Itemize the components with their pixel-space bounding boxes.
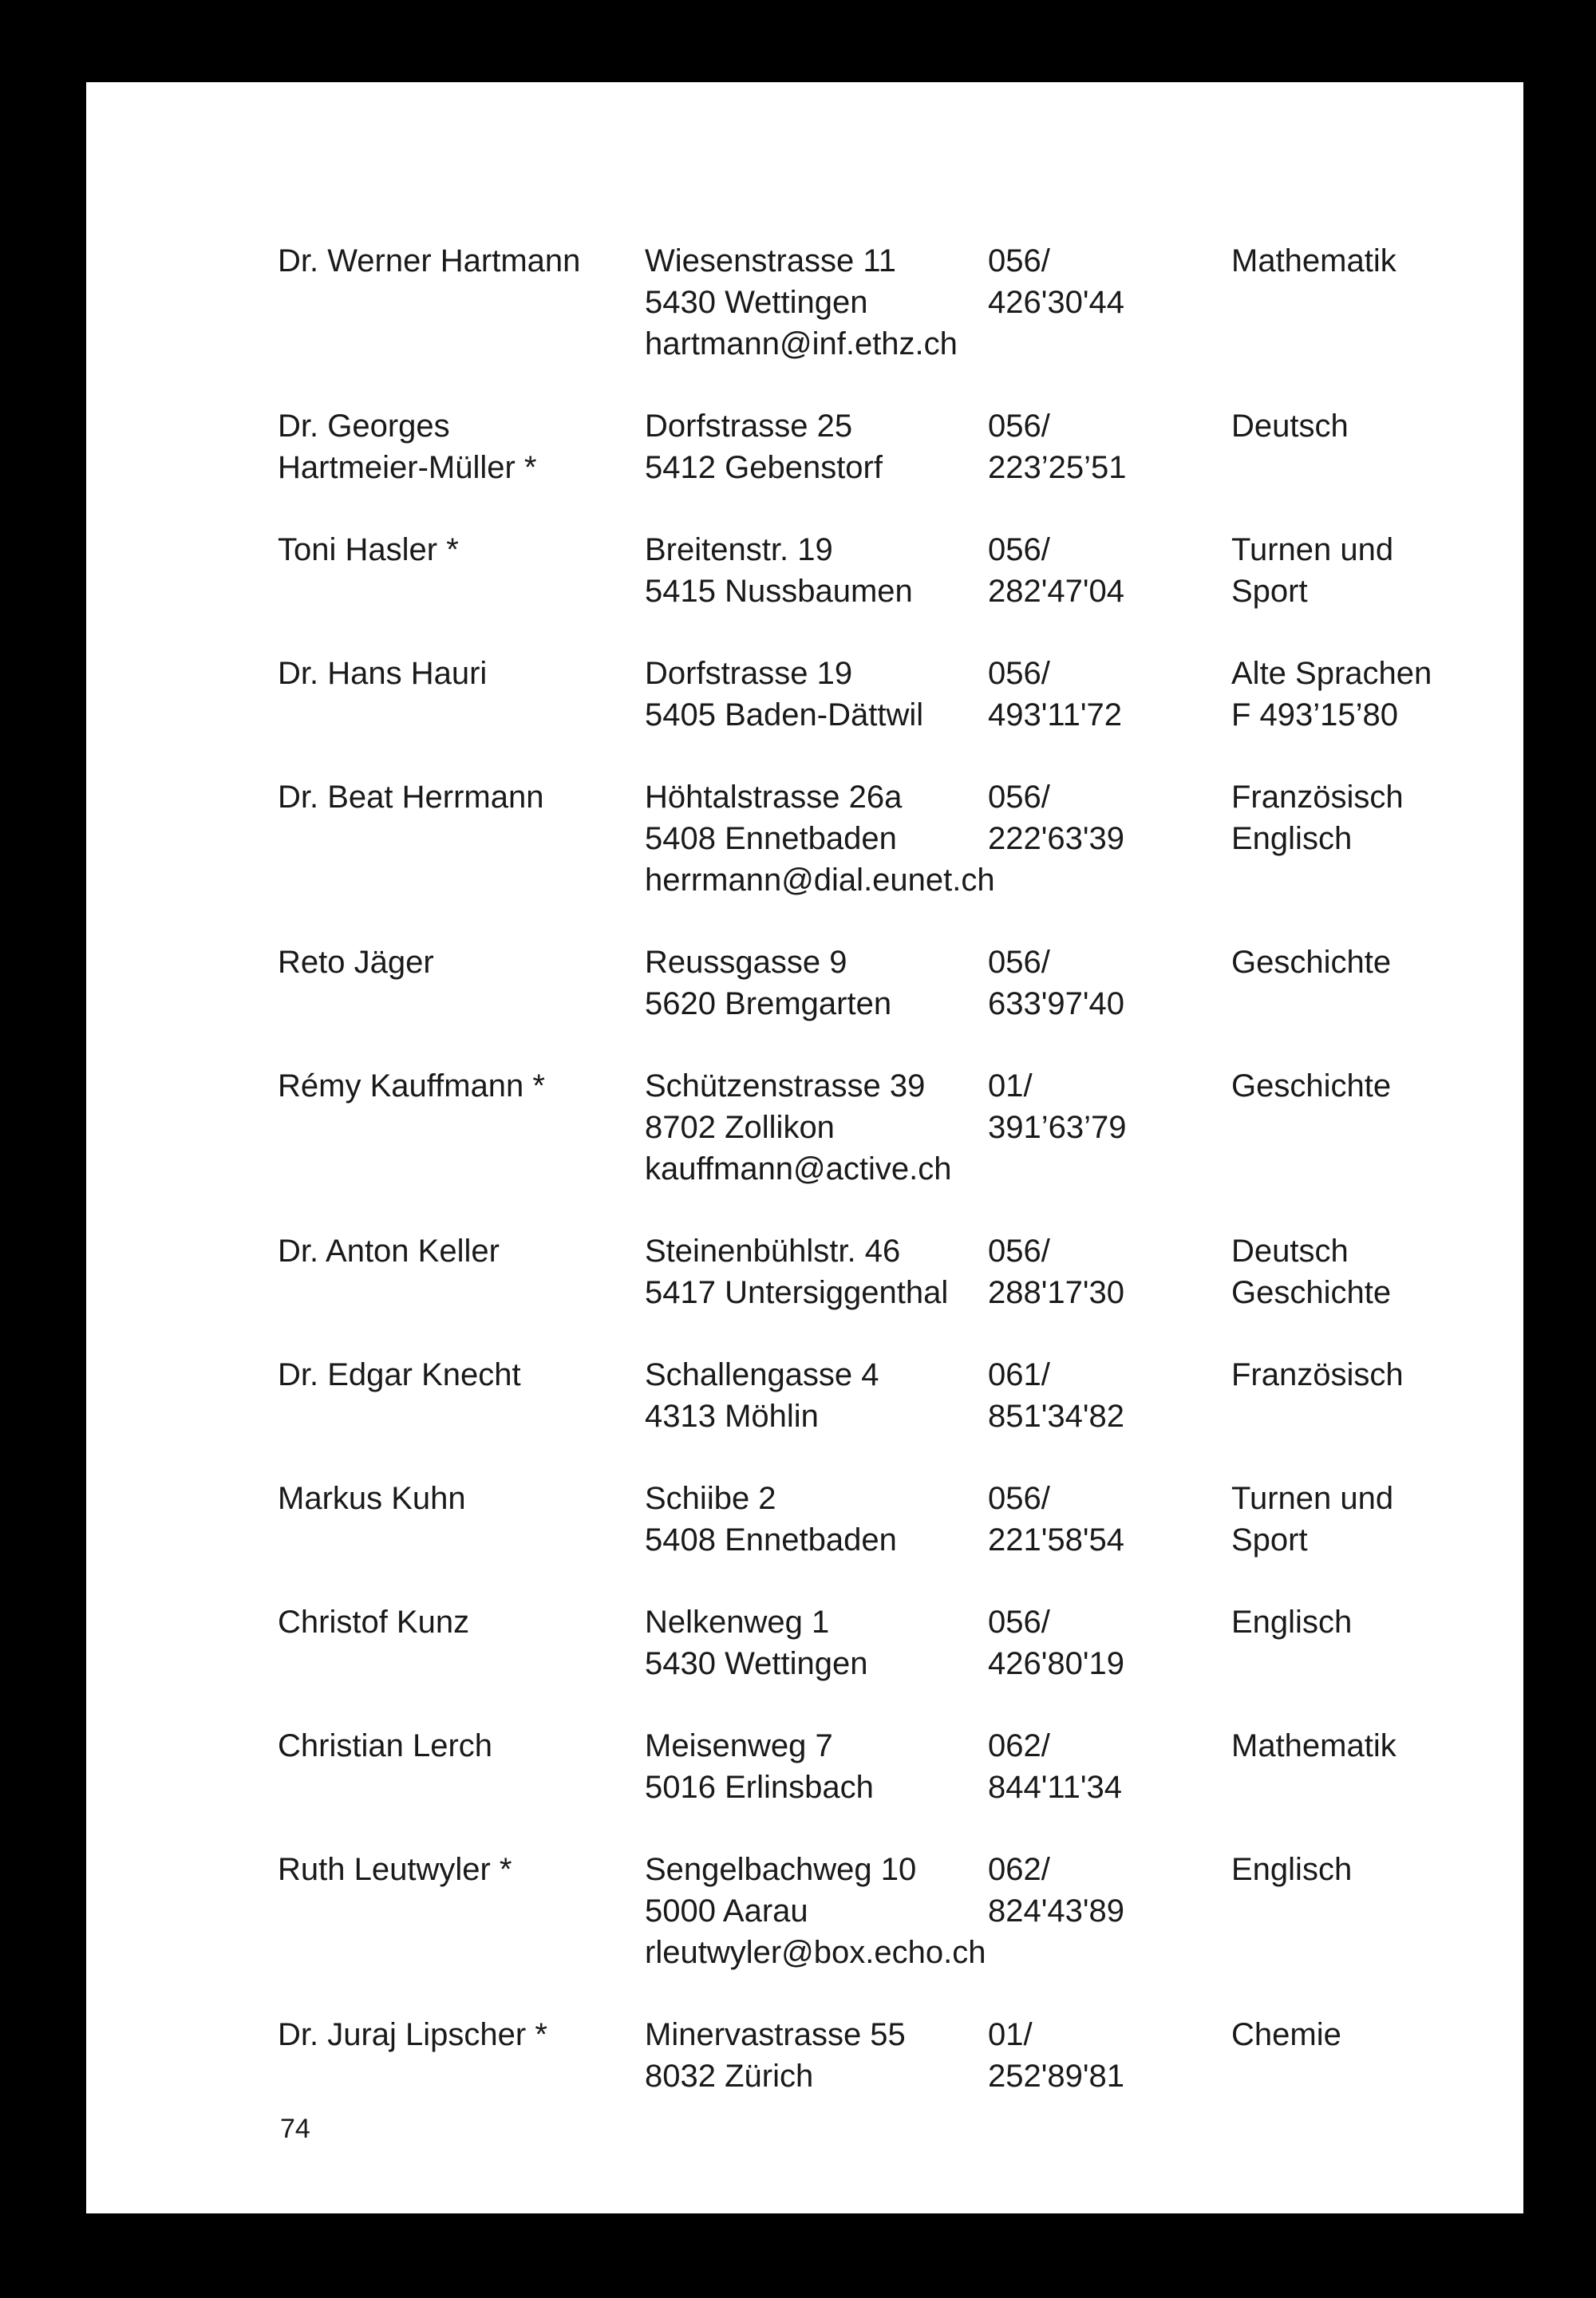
- subject: Deutsch: [1231, 409, 1349, 444]
- person-name: Dr. Georges Hartmeier-Müller *: [278, 409, 537, 485]
- directory-entry: [278, 942, 1555, 1025]
- subject: Deutsch Geschichte: [1231, 1234, 1392, 1310]
- address: Schiibe 2 5408 Ennetbaden: [645, 1481, 897, 1558]
- phone: 056/ 222'63'39: [988, 780, 1124, 856]
- directory-entry: [278, 1601, 1555, 1684]
- subject: Geschichte: [1231, 945, 1392, 980]
- directory-entry: [278, 653, 1555, 736]
- address: Wiesenstrasse 11 5430 Wettingen hartmann@inf.ethz.ch: [645, 243, 958, 361]
- phone: 056/ 426'80'19: [988, 1605, 1124, 1681]
- person-name: Ruth Leutwyler *: [278, 1852, 512, 1887]
- directory-entry: [278, 1230, 1555, 1313]
- phone: 056/ 426'30'44: [988, 243, 1124, 320]
- subject: Chemie: [1231, 2017, 1341, 2052]
- directory-entry: [278, 1354, 1555, 1437]
- directory-entry: [278, 240, 1555, 365]
- address: Dorfstrasse 19 5405 Baden-Dättwil: [645, 656, 924, 732]
- directory-list: [278, 240, 1555, 2097]
- address: Sengelbachweg 10 5000 Aarau rleutwyler@box.echo.ch: [645, 1852, 986, 1970]
- phone: 056/ 493'11'72: [988, 656, 1123, 732]
- phone: 01/ 391’63’79: [988, 1068, 1127, 1145]
- person-name: Christian Lerch: [278, 1728, 493, 1763]
- directory-entry: [278, 1065, 1555, 1190]
- address: Meisenweg 7 5016 Erlinsbach: [645, 1728, 874, 1805]
- subject: Turnen und Sport: [1231, 532, 1394, 609]
- subject: Mathematik: [1231, 1728, 1396, 1763]
- subject: Geschichte: [1231, 1068, 1392, 1104]
- address: Reussgasse 9 5620 Bremgarten: [645, 945, 892, 1021]
- phone: 062/ 844'11'34: [988, 1728, 1123, 1805]
- directory-entry: [278, 1725, 1555, 1808]
- address: Höhtalstrasse 26a 5408 Ennetbaden herrmann@dial.eunet.ch: [645, 780, 995, 898]
- phone: 056/ 282'47'04: [988, 532, 1124, 609]
- directory-entry: [278, 2014, 1555, 2097]
- subject: Französisch Englisch: [1231, 780, 1404, 856]
- person-name: Dr. Edgar Knecht: [278, 1357, 521, 1392]
- phone: 056/ 633'97'40: [988, 945, 1124, 1021]
- subject: Englisch: [1231, 1605, 1353, 1640]
- address: Steinenbühlstr. 46 5417 Untersiggenthal: [645, 1234, 949, 1310]
- address: Breitenstr. 19 5415 Nussbaumen: [645, 532, 913, 609]
- person-name: Dr. Werner Hartmann: [278, 243, 581, 278]
- subject: Französisch: [1231, 1357, 1404, 1392]
- subject: Englisch: [1231, 1852, 1353, 1887]
- phone: 056/ 288'17'30: [988, 1234, 1124, 1310]
- phone: 061/ 851'34'82: [988, 1357, 1124, 1434]
- person-name: Toni Hasler *: [278, 532, 459, 567]
- person-name: Christof Kunz: [278, 1605, 470, 1640]
- directory-entry: [278, 776, 1555, 901]
- person-name: Dr. Beat Herrmann: [278, 780, 544, 815]
- address: Dorfstrasse 25 5412 Gebenstorf: [645, 409, 883, 485]
- person-name: Dr. Juraj Lipscher *: [278, 2017, 547, 2052]
- address: Schallengasse 4 4313 Möhlin: [645, 1357, 879, 1434]
- subject: Turnen und Sport: [1231, 1481, 1394, 1558]
- phone: 056/ 223’25’51: [988, 409, 1127, 485]
- address: Minervastrasse 55 8032 Zürich: [645, 2017, 906, 2094]
- directory-entry: [278, 405, 1555, 488]
- person-name: Markus Kuhn: [278, 1481, 466, 1516]
- person-name: Dr. Anton Keller: [278, 1234, 500, 1269]
- phone: 056/ 221'58'54: [988, 1481, 1124, 1558]
- person-name: Dr. Hans Hauri: [278, 656, 488, 691]
- document-page: [86, 82, 1523, 2213]
- page-number: 74: [280, 2114, 310, 2144]
- subject: Alte Sprachen F 493’15’80: [1231, 656, 1432, 732]
- directory-entry: [278, 1849, 1555, 1973]
- phone: 062/ 824'43'89: [988, 1852, 1124, 1929]
- person-name: Rémy Kauffmann *: [278, 1068, 545, 1104]
- directory-entry: [278, 529, 1555, 612]
- address: Nelkenweg 1 5430 Wettingen: [645, 1605, 868, 1681]
- phone: 01/ 252'89'81: [988, 2017, 1124, 2094]
- address: Schützenstrasse 39 8702 Zollikon kauffmann@active.ch: [645, 1068, 952, 1187]
- person-name: Reto Jäger: [278, 945, 434, 980]
- subject: Mathematik: [1231, 243, 1396, 278]
- directory-entry: [278, 1478, 1555, 1561]
